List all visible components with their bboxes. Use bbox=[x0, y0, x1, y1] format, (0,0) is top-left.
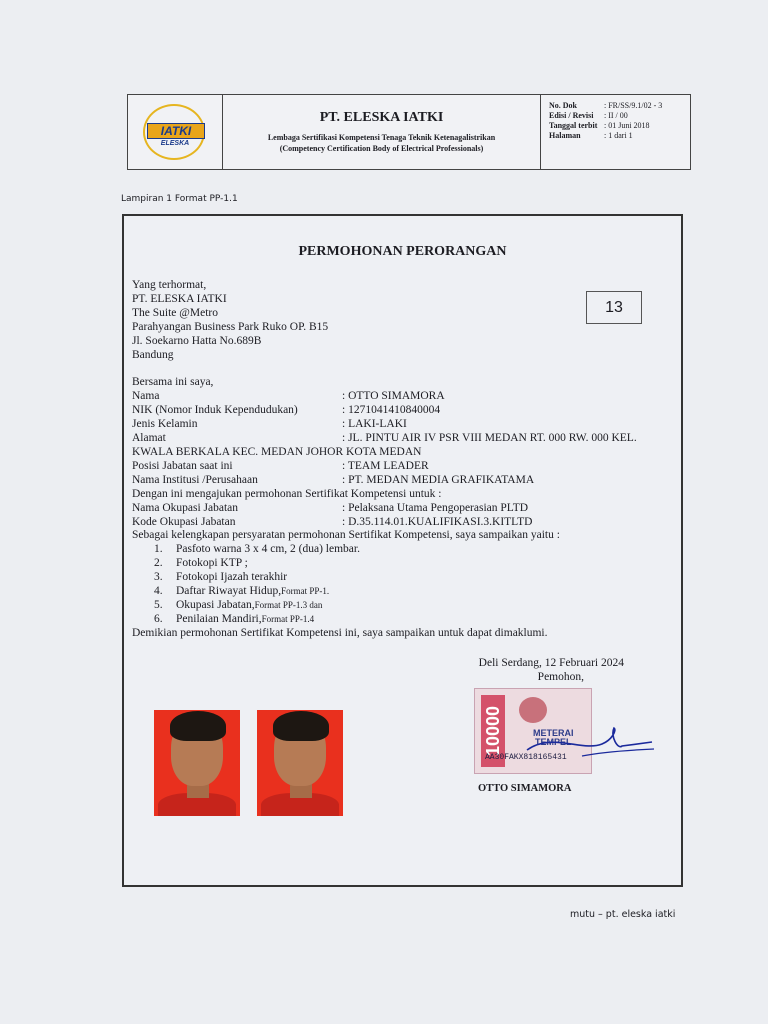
logo-subtext: ELESKA bbox=[160, 140, 190, 147]
address-line: Jl. Soekarno Hatta No.689B bbox=[132, 334, 262, 347]
signer-name: OTTO SIMAMORA bbox=[478, 783, 572, 794]
stamp-value: 10000 bbox=[481, 695, 505, 767]
address-line: Parahyangan Business Park Ruko OP. B15 bbox=[132, 320, 329, 333]
list-item: 5. Okupasi Jabatan, Format PP-1.3 dan bbox=[154, 598, 323, 611]
list-item: 2. Fotokopi KTP ; bbox=[154, 557, 248, 570]
company-logo bbox=[137, 102, 213, 162]
logo-text: IATKI bbox=[147, 123, 205, 139]
requirements-intro: Sebagai kelengkapan persyaratan permohonan Sertifikat Kompetensi, saya sampaikan yaitu : bbox=[132, 529, 560, 542]
field-value: : Pelaksana Utama Pengoperasian PLTD bbox=[342, 501, 529, 514]
logo-cell bbox=[128, 95, 223, 169]
application-form bbox=[122, 214, 683, 887]
field-row bbox=[132, 404, 672, 418]
field-label: Alamat bbox=[132, 432, 166, 445]
meta-row: No. Dok : FR/SS/9.1/02 - 3 bbox=[549, 101, 663, 110]
page-footer: mutu – pt. eleska iatki bbox=[570, 909, 676, 920]
list-item: 4. Daftar Riwayat Hidup, Format PP-1. bbox=[154, 585, 330, 598]
applicant-photo bbox=[154, 710, 240, 816]
document-meta bbox=[541, 95, 690, 169]
applicant-label: Pemohon, bbox=[537, 671, 584, 683]
address-continuation: KWALA BERKALA KEC. MEDAN JOHOR KOTA MEDAN bbox=[132, 445, 422, 458]
attachment-label: Lampiran 1 Format PP-1.1 bbox=[121, 194, 238, 204]
list-item: 6. Penilaian Mandiri, Format PP-1.4 bbox=[154, 612, 315, 625]
field-row bbox=[132, 418, 672, 432]
applicant-photo bbox=[257, 710, 343, 816]
field-label: NIK (Nomor Induk Kependudukan) bbox=[132, 404, 298, 417]
header-title-cell bbox=[223, 95, 541, 169]
field-row bbox=[132, 460, 672, 474]
field-value: : 1271041410840004 bbox=[342, 404, 441, 417]
form-number: 13 bbox=[586, 291, 642, 324]
field-value: : OTTO SIMAMORA bbox=[342, 390, 445, 403]
garuda-emblem-icon bbox=[519, 697, 547, 723]
request-text: Dengan ini mengajukan permohonan Sertifikat Kompetensi untuk : bbox=[132, 487, 442, 500]
form-title: PERMOHONAN PERORANGAN bbox=[298, 244, 507, 259]
field-label: Nama bbox=[132, 390, 160, 403]
intro-text: Bersama ini saya, bbox=[132, 376, 214, 389]
company-subtitle-en: (Competency Certification Body of Electrical Professionals) bbox=[279, 144, 484, 153]
closing-text: Demikian permohonan Sertifikat Kompetensi ini, saya sampaikan untuk dapat dimaklumi. bbox=[132, 626, 548, 639]
field-value: : JL. PINTU AIR IV PSR VIII MEDAN RT. 000 RW. 000 KEL. bbox=[342, 432, 637, 445]
signature-block bbox=[424, 656, 624, 684]
stamp-code: AA30FAKX818165431 bbox=[485, 753, 567, 762]
form-body bbox=[132, 279, 672, 641]
field-value: : LAKI-LAKI bbox=[342, 418, 407, 431]
field-label: Posisi Jabatan saat ini bbox=[132, 459, 233, 472]
list-item: 1. Pasfoto warna 3 x 4 cm, 2 (dua) lembar. bbox=[154, 543, 360, 556]
field-value: : TEAM LEADER bbox=[342, 459, 429, 472]
address-line: PT. ELESKA IATKI bbox=[132, 292, 227, 305]
field-label: Kode Okupasi Jabatan bbox=[132, 515, 236, 528]
place-date: Deli Serdang, 12 Februari 2024 bbox=[478, 657, 624, 669]
company-name: PT. ELESKA IATKI bbox=[319, 110, 444, 125]
field-label: Nama Okupasi Jabatan bbox=[132, 501, 239, 514]
signature-icon bbox=[522, 722, 657, 762]
field-value: : PT. MEDAN MEDIA GRAFIKATAMA bbox=[342, 473, 535, 486]
field-value: : D.35.114.01.KUALIFIKASI.3.KITLTD bbox=[342, 515, 533, 528]
field-label: Jenis Kelamin bbox=[132, 418, 198, 431]
address-line: The Suite @Metro bbox=[132, 306, 218, 319]
field-row bbox=[132, 502, 672, 516]
meta-row: Halaman : 1 dari 1 bbox=[549, 131, 633, 140]
requirements-list bbox=[132, 543, 672, 626]
meta-row: Tanggal terbit : 01 Juni 2018 bbox=[549, 121, 650, 130]
meta-row: Edisi / Revisi : II / 00 bbox=[549, 111, 628, 120]
field-row bbox=[132, 390, 672, 404]
field-row bbox=[132, 516, 672, 530]
address-line: Yang terhormat, bbox=[132, 279, 207, 291]
document-header bbox=[127, 94, 691, 170]
field-row bbox=[132, 432, 672, 446]
company-subtitle: Lembaga Sertifikasi Kompetensi Tenaga Teknik Ketenagalistrikan bbox=[267, 133, 496, 142]
list-item: 3. Fotokopi Ijazah terakhir bbox=[154, 571, 288, 584]
field-row bbox=[132, 474, 672, 488]
stamp-label: METERAI TEMPEL bbox=[533, 728, 574, 747]
field-label: Nama Institusi /Perusahaan bbox=[132, 473, 258, 486]
address-line: Bandung bbox=[132, 348, 174, 361]
